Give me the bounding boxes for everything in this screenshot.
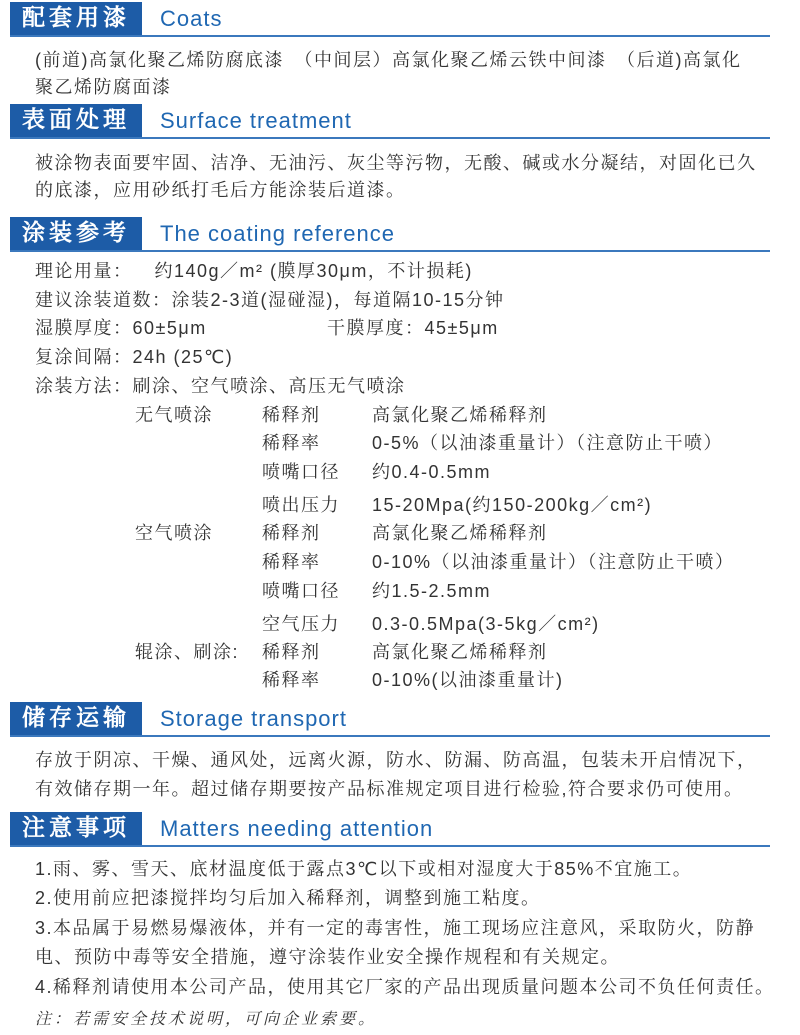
coats-count bbox=[35, 286, 505, 314]
section-header-coats bbox=[0, 2, 800, 37]
method-name: 空气喷涂 bbox=[135, 523, 213, 543]
param-value: 高氯化聚乙烯稀释剂 bbox=[372, 405, 548, 425]
attention-item: 2.使用前应把漆搅拌均匀后加入稀释剂，调整到施工粘度。 bbox=[35, 888, 541, 908]
section-divider bbox=[10, 845, 770, 847]
application-methods bbox=[35, 372, 406, 400]
param-name: 喷嘴口径 bbox=[262, 581, 340, 601]
section-divider bbox=[10, 137, 770, 139]
param-name: 喷出压力 bbox=[262, 495, 340, 515]
method-row bbox=[0, 577, 800, 605]
section-title-cn: 涂装参考 bbox=[10, 217, 142, 250]
param-label: 涂装方法： bbox=[35, 376, 133, 396]
section-header-storage bbox=[0, 702, 800, 737]
param-name: 稀释剂 bbox=[262, 523, 321, 543]
method-row bbox=[0, 548, 800, 576]
section-title-en: Coats bbox=[160, 6, 223, 31]
param-value: 约0.4-0.5mm bbox=[372, 462, 492, 482]
param-value: 60±5μm bbox=[132, 318, 207, 338]
section-title-en: Storage transport bbox=[160, 706, 347, 731]
method-name: 辊涂、刷涂: bbox=[135, 642, 240, 662]
section-divider bbox=[10, 250, 770, 252]
theoretical-usage bbox=[35, 257, 473, 285]
param-label: 复涂间隔： bbox=[35, 347, 133, 367]
method-row bbox=[0, 638, 800, 666]
section-title-en: Matters needing attention bbox=[160, 816, 434, 841]
attention-item: 4.稀释剂请使用本公司产品，使用其它厂家的产品出现质量问题本公司不负任何责任。 bbox=[35, 977, 775, 997]
storage-text-line: 存放于阴凉、干燥、通风处，远离火源，防水、防漏、防高温，包装未开启情况下， bbox=[35, 750, 757, 770]
param-value: 高氯化聚乙烯稀释剂 bbox=[372, 523, 548, 543]
param-label: 建议涂装道数： bbox=[35, 290, 172, 310]
param-value: 24h (25℃) bbox=[132, 347, 234, 367]
param-name: 喷嘴口径 bbox=[262, 462, 340, 482]
footnote: 注：若需安全技术说明，可向企业索要。 bbox=[35, 1009, 378, 1028]
storage-text-line: 有效储存期一年。超过储存期要按产品标准规定项目进行检验,符合要求仍可使用。 bbox=[35, 779, 744, 799]
section-title-en: Surface treatment bbox=[160, 108, 352, 133]
param-name: 稀释剂 bbox=[262, 642, 321, 662]
section-header-attention bbox=[0, 812, 800, 847]
section-title-cn: 注意事项 bbox=[10, 812, 142, 845]
method-row bbox=[0, 610, 800, 638]
method-row bbox=[0, 401, 800, 429]
section-header-reference bbox=[0, 217, 800, 252]
param-name: 空气压力 bbox=[262, 614, 340, 634]
coats-text-line: 聚乙烯防腐面漆 bbox=[35, 77, 172, 97]
param-value: 涂装2-3道(湿碰湿)，每道隔10-15分钟 bbox=[171, 290, 505, 310]
section-divider bbox=[10, 735, 770, 737]
param-value: 0.3-0.5Mpa(3-5kg／cm²) bbox=[372, 614, 600, 634]
section-title-cn: 配套用漆 bbox=[10, 2, 142, 35]
method-name: 无气喷涂 bbox=[135, 405, 213, 425]
method-row bbox=[0, 429, 800, 457]
film-thickness bbox=[0, 314, 800, 342]
method-row bbox=[0, 491, 800, 519]
attention-item: 3.本品属于易燃易爆液体，并有一定的毒害性，施工现场应注意风，采取防火，防静 bbox=[35, 918, 756, 938]
param-name: 稀释剂 bbox=[262, 405, 321, 425]
coats-text-line: (前道)高氯化聚乙烯防腐底漆 （中间层）高氯化聚乙烯云铁中间漆 （后道)高氯化 bbox=[35, 50, 742, 70]
param-value: 约140g／m² (膜厚30μm，不计损耗) bbox=[154, 261, 473, 281]
section-title-cn: 表面处理 bbox=[10, 104, 142, 137]
method-row bbox=[0, 458, 800, 486]
surface-text-line: 的底漆，应用砂纸打毛后方能涂装后道漆。 bbox=[35, 180, 406, 200]
param-value: 45±5μm bbox=[424, 318, 499, 338]
param-name: 稀释率 bbox=[262, 433, 321, 453]
param-label: 湿膜厚度： bbox=[35, 318, 133, 338]
param-value: 0-5%（以油漆重量计）（注意防止干喷） bbox=[372, 433, 724, 453]
param-label: 理论用量： bbox=[35, 261, 133, 281]
section-title-en: The coating reference bbox=[160, 221, 396, 246]
method-row bbox=[0, 519, 800, 547]
recoat-interval bbox=[35, 343, 233, 371]
surface-text-line: 被涂物表面要牢固、洁净、无油污、灰尘等污物，无酸、碱或水分凝结，对固化已久 bbox=[35, 153, 757, 173]
wet-film-thickness bbox=[35, 314, 207, 342]
dry-film-thickness bbox=[327, 314, 499, 342]
attention-item: 1.雨、雾、雪天、底材温度低于露点3℃以下或相对湿度大于85%不宜施工。 bbox=[35, 859, 693, 879]
section-title-cn: 储存运输 bbox=[10, 702, 142, 735]
param-name: 稀释率 bbox=[262, 552, 321, 572]
param-value: 0-10%（以油漆重量计）（注意防止干喷） bbox=[372, 552, 735, 572]
method-row bbox=[0, 666, 800, 694]
section-divider bbox=[10, 35, 770, 37]
param-label: 干膜厚度： bbox=[327, 318, 425, 338]
param-value: 刷涂、空气喷涂、高压无气喷涂 bbox=[132, 376, 406, 396]
param-value: 约1.5-2.5mm bbox=[372, 581, 492, 601]
param-value: 高氯化聚乙烯稀释剂 bbox=[372, 642, 548, 662]
param-value: 0-10%(以油漆重量计) bbox=[372, 670, 564, 690]
param-value: 15-20Mpa(约150-200kg／cm²) bbox=[372, 495, 653, 515]
attention-item-continued: 电、预防中毒等安全措施，遵守涂装作业安全操作规程和有关规定。 bbox=[35, 947, 620, 967]
param-name: 稀释率 bbox=[262, 670, 321, 690]
section-header-surface bbox=[0, 104, 800, 139]
